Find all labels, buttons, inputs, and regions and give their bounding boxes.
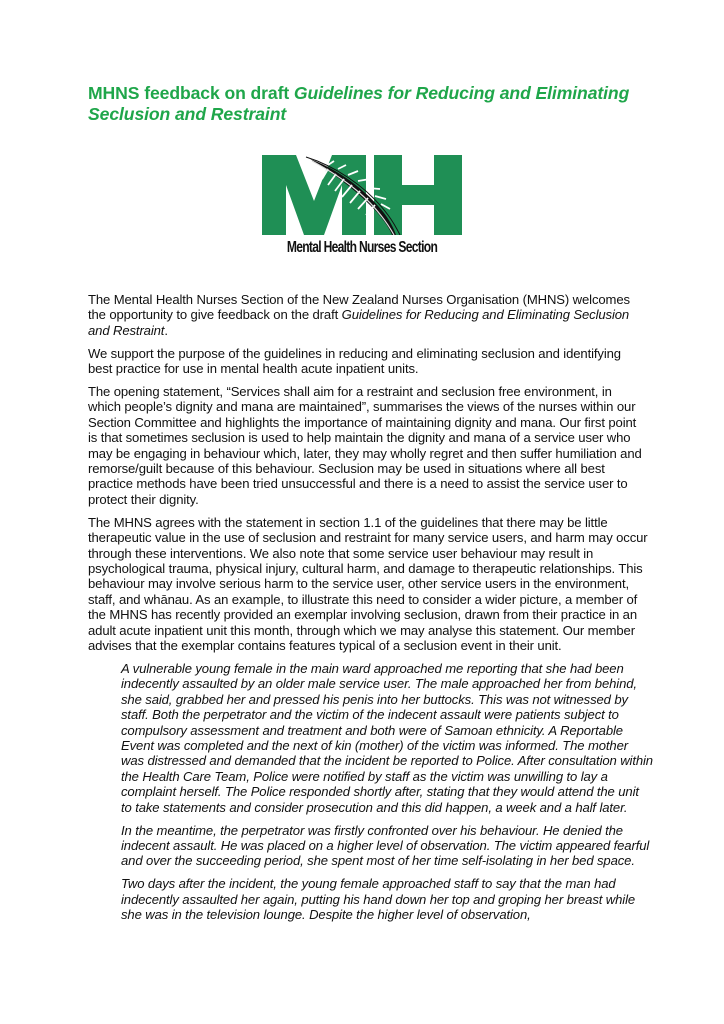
guidelines-title-reference: Guidelines for Reducing and Eliminating Seclusion and Restraint	[88, 307, 630, 338]
intro-paragraph	[88, 292, 648, 338]
intro-period: .	[164, 322, 168, 338]
document-title	[88, 83, 648, 125]
mh-letters-icon	[262, 155, 462, 235]
opening-statement-paragraph: The opening statement, “Services shall aim for a restraint and seclusion free environment, in which people’s dignity and mana are maintained”, summarises the views of the nurses within our Section Committee and highlights the importance of maintaining dignity and mana. Our first point is that sometimes seclusion is used to help maintain the dignity and mana of a service user who may be engaging in behaviour which, later, they may wholly regret and then suffer humiliation and remorse/guilt because of this behaviour. Seclusion may be used in situations where all best practice methods have been tried unsuccessful and there is a need to assist the service user to protect their dignity.	[88, 384, 642, 507]
exemplar-paragraph-3: Two days after the incident, the young female approached staff to say that the man had indecently assaulted her again, putting his hand down her top and groping her breast while she was in the television lounge. Despite the higher level of observation,	[121, 876, 636, 923]
exemplar-paragraph-1: A vulnerable young female in the main ward approached me reporting that she had been indecently assaulted by an older male service user. The male approached her from behind, she said, grabbed her and pressed his penis into her buttocks. This was not witnessed by staff. Both the perpetrator and the victim of the indecent assault were patients subject to compulsory assessment and treatment and both were of Samoan ethnicity. A Reportable Event was completed and the next of kin (mother) of the victim was informed. The mother was distressed and demanded that the incident be reported to Police. After consultation within the Health Care Team, Police were notified by staff as the victim was unwilling to lay a complaint herself. The Police responded shortly after, stating that they would attend the unit to take statements and consider prosecution and this did happen, a week and a half later.	[121, 660, 653, 815]
document-body	[88, 292, 653, 930]
agreement-paragraph: The MHNS agrees with the statement in section 1.1 of the guidelines that there may be little therapeutic value in the use of seclusion and restraint for many service users, and harm may occur through these interventions. We also note that some service user behaviour may result in psychological trauma, physical injury, cultural harm, and damage to therapeutic relationships. This behaviour may involve serious harm to the service user, other service users in the environment, staff, and whānau. As an example, to illustrate this need to consider a wider picture, a member of the MHNS has recently provided an exemplar involving seclusion, drawn from their practice in an adult acute inpatient unit this month, through which we may analyse this statement. Our member advises that the exemplar contains features typical of a seclusion event in their unit.	[88, 514, 648, 654]
support-paragraph: We support the purpose of the guidelines in reducing and eliminating seclusion and identifying best practice for use in mental health acute inpatient units.	[88, 345, 621, 377]
logo-caption: Mental Health Nurses Section	[286, 239, 438, 256]
mhns-logo	[262, 155, 462, 265]
intro-text: The Mental Health Nurses Section of the New Zealand Nurses Organisation (MHNS) welcomes the opportunity to give feedback on the draft	[88, 292, 630, 323]
exemplar-paragraph-2: In the meantime, the perpetrator was firstly confronted over his behaviour. He denied the indecent assault. He was placed on a higher level of observation. The victim appeared fearful and over the succeeding period, she spent most of her time self-isolating in her bed space.	[121, 822, 650, 869]
title-italic: Guidelines for Reducing and Eliminating Seclusion and Restraint	[88, 83, 630, 124]
title-prefix: MHNS feedback on draft	[88, 83, 294, 103]
